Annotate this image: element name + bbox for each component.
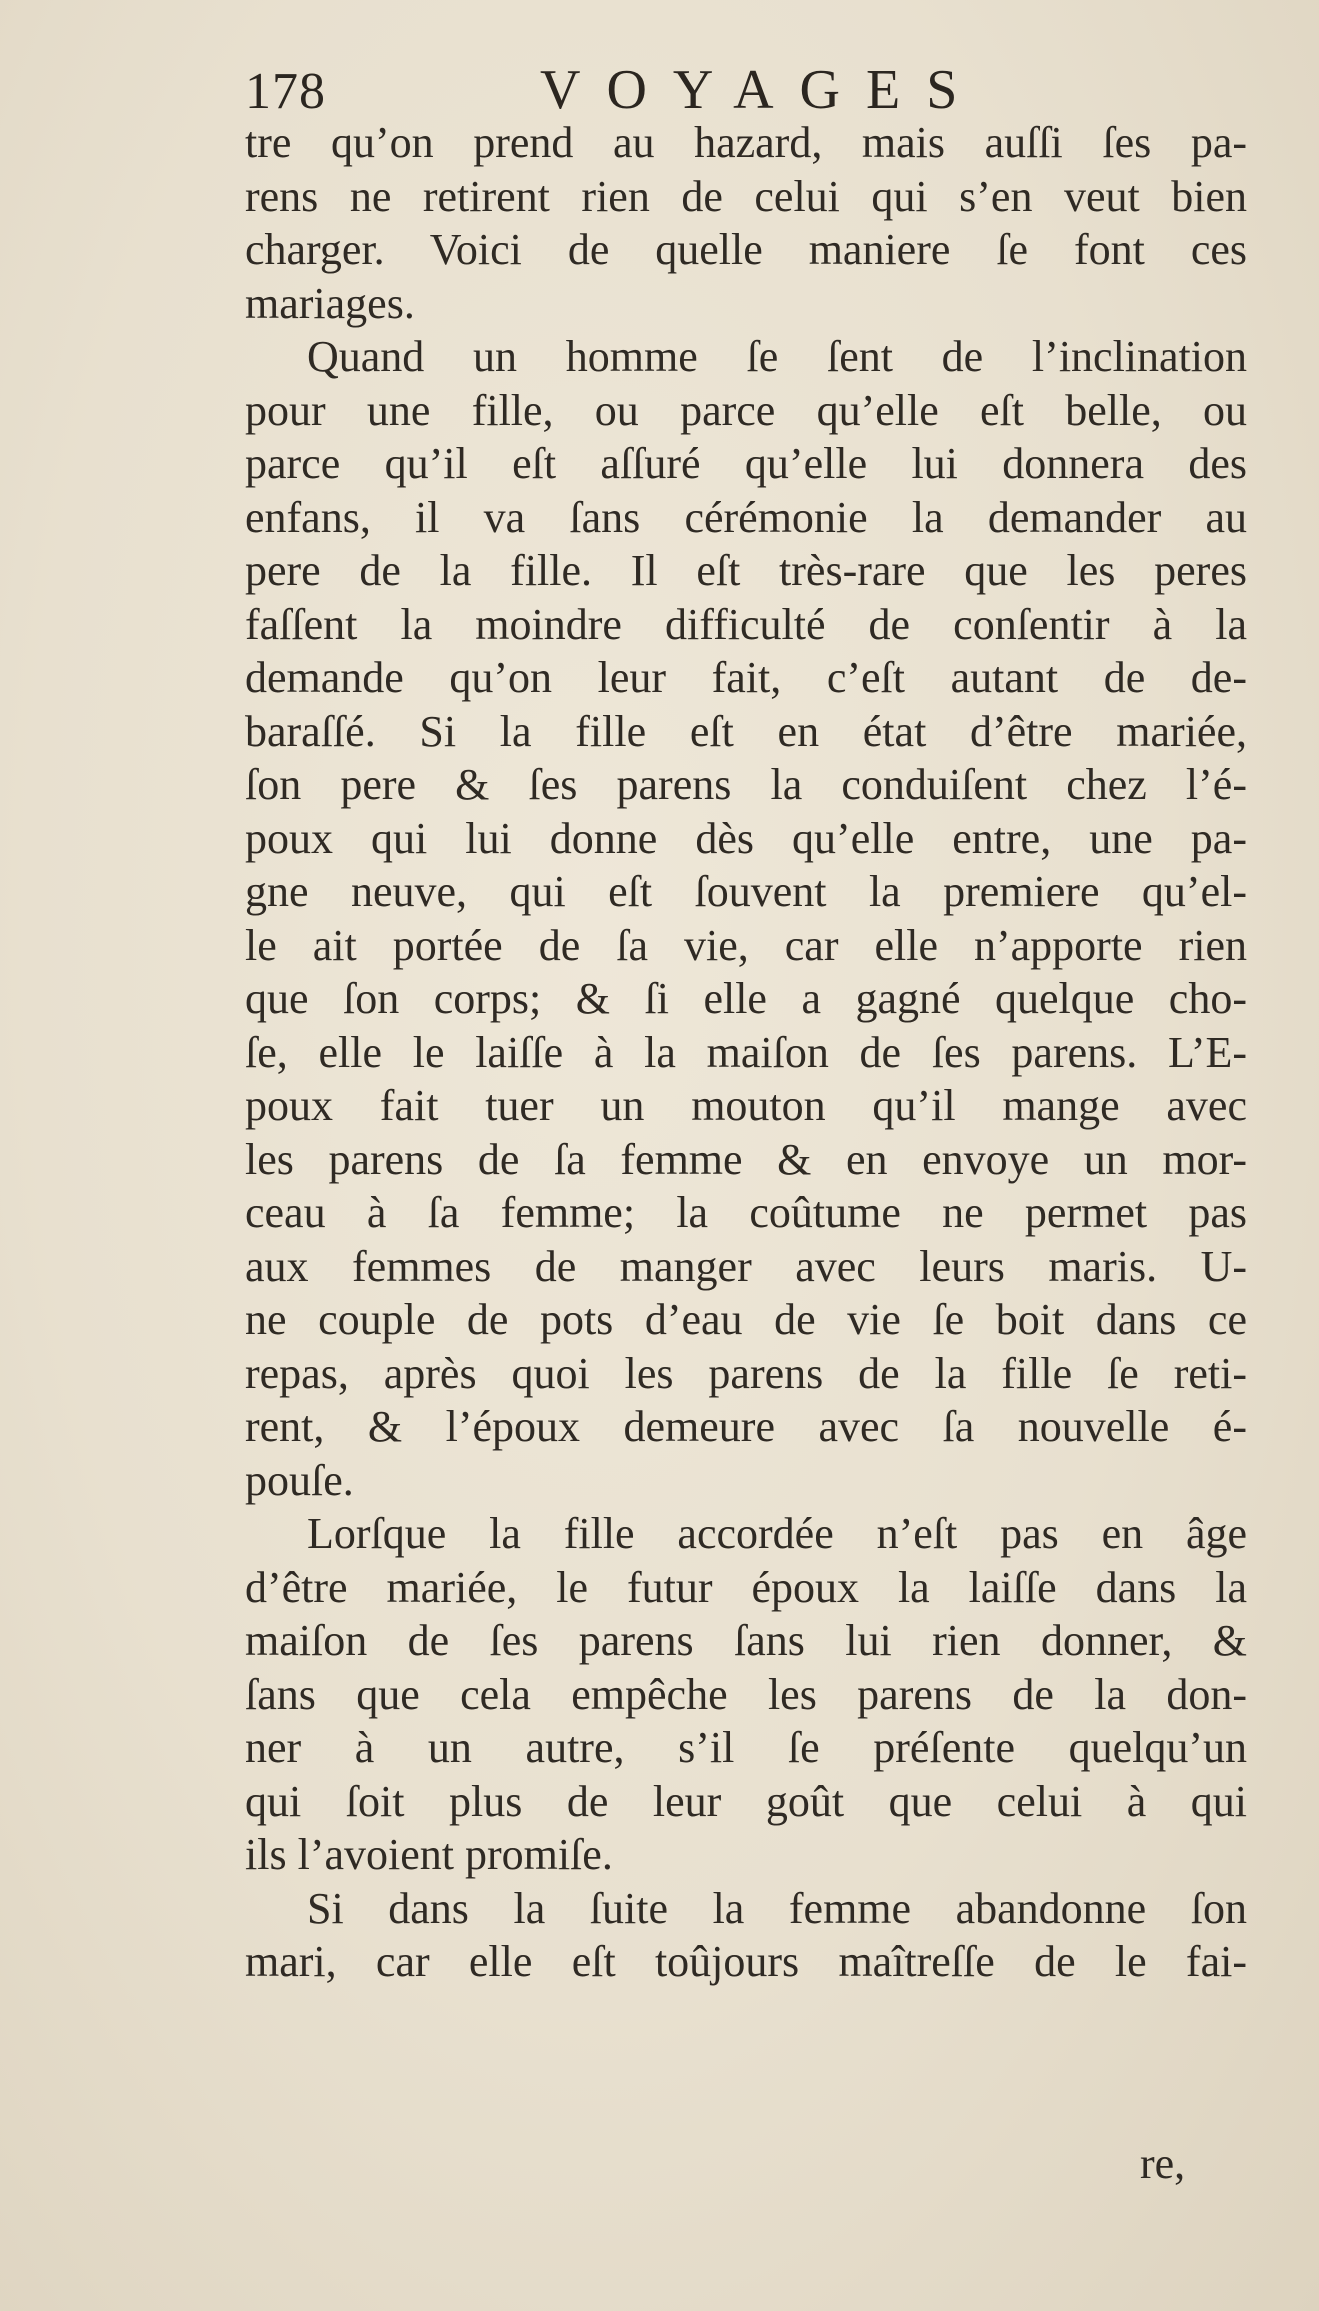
text-line: rent, & l’époux demeure avec ſa nouvelle é- xyxy=(245,1402,1247,1451)
text-line: ne couple de pots d’eau de vie ſe boit dans ce xyxy=(245,1295,1247,1344)
text-line: tre qu’on prend au hazard, mais auſſi ſes pa- xyxy=(245,118,1247,167)
text-line: mariages. xyxy=(245,278,415,328)
text-line: pour une fille, ou parce qu’elle eſt belle, ou xyxy=(245,385,1247,435)
text-line: charger. Voici de quelle maniere ſe font ces xyxy=(245,225,1247,274)
text-line: poux qui lui donne dès qu’elle entre, une pa- xyxy=(245,813,1247,863)
text-line: maiſon de ſes parens ſans lui rien donner, & xyxy=(245,1616,1247,1665)
text-line: demande qu’on leur fait, c’eſt autant de de- xyxy=(245,653,1247,702)
text-line: qui ſoit plus de leur goût que celui à qui xyxy=(245,1776,1247,1826)
text-line: Si dans la ſuite la femme abandonne ſon xyxy=(307,1883,1247,1933)
text-line: pouſe. xyxy=(245,1455,354,1505)
text-line: ſans que cela empêche les parens de la don- xyxy=(245,1669,1247,1719)
text-line: faſſent la moindre difficulté de conſentir à la xyxy=(245,599,1247,649)
text-line: baraſſé. Si la fille eſt en état d’être mariée, xyxy=(245,706,1247,756)
text-line: Lorſque la fille accordée n’eſt pas en âge xyxy=(307,1509,1247,1558)
text-line: ner à un autre, s’il ſe préſente quelqu’un xyxy=(245,1723,1247,1772)
text-line: poux fait tuer un mouton qu’il mange avec xyxy=(245,1081,1247,1130)
text-line: gne neuve, qui eſt ſouvent la premiere qu’el- xyxy=(245,867,1247,916)
catchword: re, xyxy=(1140,2139,1186,2188)
body-text xyxy=(245,116,1247,1989)
text-line: pere de la fille. Il eſt très-rare que les peres xyxy=(245,546,1247,595)
text-line: rens ne retirent rien de celui qui s’en veut bien xyxy=(245,171,1247,221)
text-line: d’être mariée, le futur époux la laiſſe dans la xyxy=(245,1562,1247,1612)
text-line: ſe, elle le laiſſe à la maiſon de ſes parens. L’E- xyxy=(245,1027,1247,1077)
text-line: ils l’avoient promiſe. xyxy=(245,1830,613,1879)
text-line: parce qu’il eſt aſſuré qu’elle lui donnera des xyxy=(245,439,1247,488)
text-line: mari, car elle eſt toûjours maîtreſſe de le fai- xyxy=(245,1937,1247,1986)
text-line: les parens de ſa femme & en envoye un mor- xyxy=(245,1134,1247,1184)
text-line: enfans, il va ſans cérémonie la demander au xyxy=(245,492,1247,542)
running-head: VOYAGES xyxy=(540,59,984,121)
text-line: ſon pere & ſes parens la conduiſent chez l’é- xyxy=(245,760,1247,809)
text-line: ceau à ſa femme; la coûtume ne permet pas xyxy=(245,1188,1247,1237)
text-line: que ſon corps; & ſi elle a gagné quelque cho- xyxy=(245,974,1247,1023)
text-line: repas, après quoi les parens de la fille ſe reti- xyxy=(245,1348,1247,1398)
text-line: aux femmes de manger avec leurs maris. U- xyxy=(245,1241,1247,1291)
text-line: Quand un homme ſe ſent de l’inclination xyxy=(307,332,1247,381)
page-number: 178 xyxy=(245,63,326,120)
text-line: le ait portée de ſa vie, car elle n’apporte rien xyxy=(245,920,1247,970)
